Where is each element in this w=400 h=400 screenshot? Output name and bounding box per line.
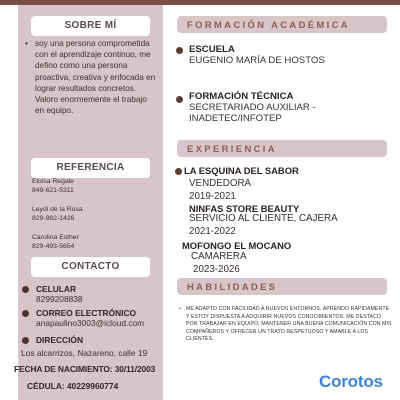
experience-line: 2019-2021 [189,191,236,202]
experience-line: VENDEDORA [189,178,252,189]
reference-phone: 849-621-5311 [32,187,74,194]
skills-section [179,306,394,344]
education-line: SECRETARIADO AUXILIAR - [189,102,316,113]
experience-line: 2023-2026 [193,264,240,275]
contact-label: CELULAR [36,284,77,294]
education-title: FORMACIÓN TÉCNICA [189,91,294,102]
id-number: CÉDULA: 40229960774 [27,381,119,391]
contact-value: 8299208838 [36,294,83,304]
about-text: soy una persona comprometida con el aprendizaje continuo, me defino como una persona proactiva, creativa y enfocada en lograr resultados concretos. Valoro enormemente el trabajo en equipo. [35,39,156,116]
contact-heading: CONTACTO [31,257,150,277]
reference-name: Carolina Esther [32,234,79,241]
reference-name: Leydi de la Rosa [32,206,83,213]
experience-title: LA ESQUINA DEL SABOR [184,165,299,176]
reference-phone: 829-493-5654 [32,243,75,250]
contact-value: anapaulino3003@icloud.com [36,318,145,328]
about-bullet: • [25,39,28,48]
contact-label: CORREO ELECTRÓNICO [36,308,137,318]
location-pin-icon [22,310,29,317]
experience-title: MOFONGO EL MOCANO [182,240,292,251]
location-pin-icon [22,286,29,293]
experience-line: SERVICIO AL CLIENTE, CAJERA [189,213,338,224]
contact-phone [22,284,83,305]
about-section [25,38,157,116]
education-heading: FORMACIÓN ACADÉMICA [177,16,387,33]
skills-bullet: • [179,306,181,312]
reference-phone: 829-982-1426 [32,215,75,222]
experience-line: CAMARERA [191,251,247,262]
bullet-dot-icon [176,96,183,103]
about-heading: SOBRE MÍ [31,16,150,36]
experience-title: NINFAS STORE BEAUTY [189,203,300,214]
experience-heading: EXPERIENCIA [177,140,387,157]
bullet-dot-icon [176,47,183,54]
reference-name: Eloisa Regale [32,178,74,185]
contact-email [22,308,144,329]
birth-date: FECHA DE NACIMIENTO: 30/11/2003 [14,364,156,374]
skills-text: ME ADAPTO CON FACILIDAD A NUEVOS ENTORNOS, APRENDO RÁPIDAMENTE Y ESTOY DISPUESTA A ADQUIRIR NUEVOS CONOCIMIENTOS. ME DESTACO POR TRABAJAR EN EQUIPO, MANTENER UNA BUENA COMUNICACIÓN CON MIS COMPAÑEROS Y OFRECER UN TRATO RESPETUOSO Y AMABLE A LOS CLIENTES. [186,306,392,343]
brand-watermark: Corotos [319,372,383,391]
skills-heading: HABILIDADES [177,278,387,295]
location-pin-icon [22,337,29,344]
education-line: INADETEC/INFOTEP [189,113,282,124]
experience-line: 2021-2022 [189,226,236,237]
education-title: ESCUELA [189,44,235,55]
contact-address [22,335,83,345]
bullet-dot-icon [175,168,182,175]
reference-heading: REFERENCIA [31,158,150,178]
contact-label: DIRECCIÓN [36,335,83,345]
contact-value: Los alcarrizos, Nazareno, calle 19 [21,348,148,358]
education-line: EUGENIO MARÍA DE HOSTOS [189,55,325,66]
